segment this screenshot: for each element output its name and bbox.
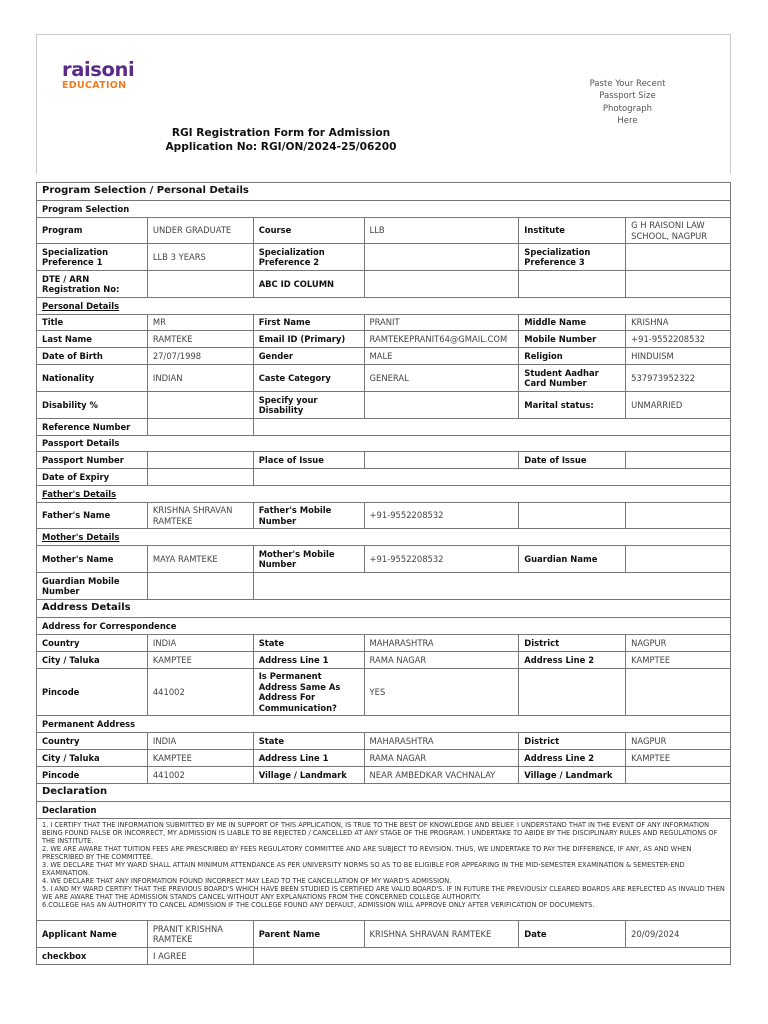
form-title-block <box>140 126 422 154</box>
address1-value: RAMA NAGAR <box>365 652 520 668</box>
place-of-issue-value <box>365 452 520 468</box>
table-row <box>37 315 731 331</box>
subsection-title: Permanent Address <box>37 716 731 732</box>
declaration-clause: 3. WE DECLARE THAT MY WARD SHALL ATTAIN MINIMUM ATTENDANCE AS PER UNIVERSITY NORMS SO AS TO BE ELIGIBLE FOR APPEARING IN THE MID-SEMESTER EXAMINATION & SEMESTER-END EXAMINATION. <box>42 861 685 877</box>
is-permanent-label: Is Permanent Address Same As Address For Communication? <box>254 669 365 715</box>
table-row <box>37 348 731 365</box>
subsection-title: Mother's Details <box>37 529 731 545</box>
last-name-value: RAMTEKE <box>148 331 254 347</box>
subsection-row <box>37 298 731 315</box>
aadhar-label: Student Aadhar Card Number <box>519 365 626 391</box>
spec2-value <box>365 244 520 270</box>
table-row <box>37 503 731 529</box>
empty-cell <box>254 419 731 435</box>
subsection-row <box>37 716 731 733</box>
perm-country-value: INDIA <box>148 733 254 749</box>
address1-label: Address Line 1 <box>254 652 365 668</box>
perm-pincode-value: 441002 <box>148 767 254 783</box>
course-label: Course <box>254 218 365 243</box>
table-row <box>37 750 731 767</box>
perm-address1-value: RAMA NAGAR <box>365 750 520 766</box>
village-label-2: Village / Landmark <box>519 767 626 783</box>
date-label: Date <box>519 921 626 947</box>
date-of-issue-value <box>626 452 731 468</box>
district-label: District <box>519 635 626 651</box>
declaration-clause: 4. WE DECLARE THAT ANY INFORMATION FOUND INCORRECT MAY LEAD TO THE CANCELLATION OF MY WARD'S ADMISSION. <box>42 877 452 885</box>
checkbox-label: checkbox <box>37 948 148 964</box>
photo-placeholder <box>570 78 685 127</box>
specify-disability-value <box>365 392 520 418</box>
district-value: NAGPUR <box>626 635 731 651</box>
email-value: RAMTEKEPRANIT64@GMAIL.COM <box>365 331 520 347</box>
table-row <box>37 271 731 298</box>
perm-district-value: NAGPUR <box>626 733 731 749</box>
reference-value <box>148 419 254 435</box>
applicant-name-label: Applicant Name <box>37 921 148 947</box>
subsection-title: Declaration <box>37 802 731 818</box>
table-row <box>37 669 731 716</box>
reference-label: Reference Number <box>37 419 148 435</box>
perm-city-label: City / Taluka <box>37 750 148 766</box>
guardian-mobile-value <box>148 573 254 599</box>
program-label: Program <box>37 218 148 243</box>
village-label: Village / Landmark <box>254 767 365 783</box>
title-value: MR <box>148 315 254 330</box>
subsection-title: Address for Correspondence <box>37 618 731 634</box>
logo-sub-text: EDUCATION <box>62 80 127 91</box>
table-row <box>37 244 731 271</box>
village-value-2 <box>626 767 731 783</box>
parent-name-label: Parent Name <box>254 921 365 947</box>
date-of-expiry-label: Date of Expiry <box>37 469 148 485</box>
father-name-value: KRISHNA SHRAVAN RAMTEKE <box>148 503 254 528</box>
pincode-label: Pincode <box>37 669 148 715</box>
guardian-name-label: Guardian Name <box>519 546 626 572</box>
section-title: Program Selection / Personal Details <box>37 183 731 200</box>
dte-value <box>148 271 254 297</box>
subsection-title: Program Selection <box>37 201 731 217</box>
is-permanent-value: YES <box>365 669 520 715</box>
declaration-clause: 2. WE ARE AWARE THAT TUITION FEES ARE PRESCRIBED BY FEES REGULATORY COMMITTEE AND ARE SUBJECT TO REVISION. THUS, WE UNDERTAKE TO PAY THE DIFFERENCE, IF ANY, AS AND WHEN PRESCRIBED BY THE COMMITTEE. <box>42 845 692 861</box>
spec1-label: Specialization Preference 1 <box>37 244 148 270</box>
table-row <box>37 469 731 486</box>
empty-cell <box>519 271 626 297</box>
nationality-value: INDIAN <box>148 365 254 391</box>
first-name-label: First Name <box>254 315 365 330</box>
subsection-row <box>37 486 731 503</box>
middle-name-label: Middle Name <box>519 315 626 330</box>
parent-name-value: KRISHNA SHRAVAN RAMTEKE <box>365 921 520 947</box>
perm-address1-label: Address Line 1 <box>254 750 365 766</box>
section-title: Declaration <box>37 784 731 801</box>
perm-pincode-label: Pincode <box>37 767 148 783</box>
mother-name-value: MAYA RAMTEKE <box>148 546 254 572</box>
address2-label: Address Line 2 <box>519 652 626 668</box>
caste-label: Caste Category <box>254 365 365 391</box>
middle-name-value: KRISHNA <box>626 315 731 330</box>
table-row <box>37 767 731 784</box>
mobile-label: Mobile Number <box>519 331 626 347</box>
city-value: KAMPTEE <box>148 652 254 668</box>
father-mobile-value: +91-9552208532 <box>365 503 520 528</box>
abc-value <box>365 271 520 297</box>
spec3-value <box>626 244 731 270</box>
state-value: MAHARASHTRA <box>365 635 520 651</box>
state-label: State <box>254 635 365 651</box>
empty-cell <box>626 669 731 715</box>
father-name-label: Father's Name <box>37 503 148 528</box>
date-of-expiry-value <box>148 469 254 485</box>
subsection-row <box>37 802 731 819</box>
subsection-row <box>37 618 731 635</box>
declaration-clause: 6.COLLEGE HAS AN AUTHORITY TO CANCEL ADMISSION IF THE COLLEGE FOUND ANY DEFAULT, ADMISSION WILL APPROVE ONLY AFTER VERIFICATION OF DOCUMENTS. <box>42 901 595 909</box>
declaration-clause: 1. I CERTIFY THAT THE INFORMATION SUBMITTED BY ME IN SUPPORT OF THIS APPLICATION, IS TRUE TO THE BEST OF KNOWLEDGE AND BELIEF. I UNDERSTAND THAT IN THE EVENT OF ANY INFORMATION BEING FOUND FALSE OR INCORRECT, MY ADMISSION IS LIABLE TO BE REJECTED / CANCELLED AT ANY STAGE OF THE PROGRAM. I UNDERTAKE TO ABIDE BY THE DISCIPLINARY RULES AND REGULATIONS OF THE INSTITUTE. <box>42 821 718 845</box>
disability-label: Disability % <box>37 392 148 418</box>
caste-value: GENERAL <box>365 365 520 391</box>
subsection-row <box>37 529 731 546</box>
dob-label: Date of Birth <box>37 348 148 364</box>
form-title: RGI Registration Form for Admission <box>171 127 391 139</box>
section-title: Address Details <box>37 600 731 617</box>
subsection-title: Passport Details <box>37 436 731 451</box>
raisoni-logo <box>62 60 134 92</box>
date-of-issue-label: Date of Issue <box>519 452 626 468</box>
institute-label: Institute <box>519 218 626 243</box>
subsection-title: Personal Details <box>37 298 731 314</box>
section-header-row <box>37 784 731 802</box>
table-row <box>37 652 731 669</box>
abc-label: ABC ID COLUMN <box>254 271 365 297</box>
perm-city-value: KAMPTEE <box>148 750 254 766</box>
declaration-clause: 5. I AND MY WARD CERTIFY THAT THE PREVIOUS BOARD'S WHICH HAVE BEEN STUDIED IS CERTIFIED ARE VALID BOARD'S. IF IN FUTURE THE PREVIOUSLY CLEARED BOARDS ARE REFLECTED AS INVALID THEN WE ARE AWARE THAT THE ADMISSION STANDS CANCEL WITHOUT ANY EXPLANATIONS FROM THE CONCERNED COLLEGE AUTHORITY. <box>42 885 725 901</box>
section-header-row <box>37 183 731 201</box>
address2-value: KAMPTEE <box>626 652 731 668</box>
religion-label: Religion <box>519 348 626 364</box>
last-name-label: Last Name <box>37 331 148 347</box>
course-value: LLB <box>365 218 520 243</box>
spec1-value: LLB 3 YEARS <box>148 244 254 270</box>
pincode-value: 441002 <box>148 669 254 715</box>
marital-value: UNMARRIED <box>626 392 731 418</box>
subsection-row <box>37 201 731 218</box>
subsection-row <box>37 436 731 452</box>
section-header-row <box>37 600 731 618</box>
place-of-issue-label: Place of Issue <box>254 452 365 468</box>
passport-number-label: Passport Number <box>37 452 148 468</box>
application-number: Application No: RGI/ON/2024-25/06200 <box>165 141 397 153</box>
aadhar-value: 537973952322 <box>626 365 731 391</box>
table-row <box>37 419 731 436</box>
nationality-label: Nationality <box>37 365 148 391</box>
photo-line: Paste Your Recent <box>589 79 666 89</box>
empty-cell <box>626 503 731 528</box>
photo-line: Passport Size <box>599 91 656 102</box>
perm-country-label: Country <box>37 733 148 749</box>
mother-name-label: Mother's Name <box>37 546 148 572</box>
table-row <box>37 218 731 244</box>
perm-district-label: District <box>519 733 626 749</box>
photo-line: Here <box>617 115 638 126</box>
dte-label: DTE / ARN Registration No: <box>37 271 148 297</box>
empty-cell <box>254 573 731 599</box>
perm-state-label: State <box>254 733 365 749</box>
date-value: 20/09/2024 <box>626 921 731 947</box>
city-label: City / Taluka <box>37 652 148 668</box>
declaration-row <box>37 819 731 921</box>
gender-label: Gender <box>254 348 365 364</box>
table-row <box>37 948 731 965</box>
guardian-name-value <box>626 546 731 572</box>
table-row <box>37 365 731 392</box>
empty-cell <box>519 669 626 715</box>
title-label: Title <box>37 315 148 330</box>
perm-address2-label: Address Line 2 <box>519 750 626 766</box>
institute-value: G H RAISONI LAW SCHOOL, NAGPUR <box>626 218 731 243</box>
first-name-value: PRANIT <box>365 315 520 330</box>
mobile-value: +91-9552208532 <box>626 331 731 347</box>
photo-line: Photograph <box>602 103 653 114</box>
empty-cell <box>254 948 731 964</box>
table-row <box>37 573 731 600</box>
guardian-mobile-label: Guardian Mobile Number <box>37 573 148 599</box>
table-row <box>37 546 731 573</box>
marital-label: Marital status: <box>519 392 626 418</box>
village-value: NEAR AMBEDKAR VACHNALAY <box>365 767 520 783</box>
passport-number-value <box>148 452 254 468</box>
gender-value: MALE <box>365 348 520 364</box>
perm-address2-value: KAMPTEE <box>626 750 731 766</box>
table-row <box>37 331 731 348</box>
specify-disability-label: Specify your Disability <box>254 392 365 418</box>
spec3-label: Specialization Preference 3 <box>519 244 626 270</box>
father-mobile-label: Father's Mobile Number <box>254 503 365 528</box>
checkbox-value: I AGREE <box>148 948 254 964</box>
empty-cell <box>254 469 731 485</box>
perm-state-value: MAHARASHTRA <box>365 733 520 749</box>
subsection-title: Father's Details <box>37 486 731 502</box>
country-value: INDIA <box>148 635 254 651</box>
empty-cell <box>519 503 626 528</box>
empty-cell <box>626 271 731 297</box>
program-value: UNDER GRADUATE <box>148 218 254 243</box>
table-row <box>37 921 731 948</box>
table-row <box>37 733 731 750</box>
dob-value: 27/07/1998 <box>148 348 254 364</box>
table-row <box>37 635 731 652</box>
table-row <box>37 392 731 419</box>
applicant-name-value: PRANIT KRISHNA RAMTEKE <box>148 921 254 947</box>
country-label: Country <box>37 635 148 651</box>
table-row <box>37 452 731 469</box>
declaration-text <box>37 819 731 920</box>
logo-main-text: raisoni <box>62 58 135 81</box>
mother-mobile-value: +91-9552208532 <box>365 546 520 572</box>
spec2-label: Specialization Preference 2 <box>254 244 365 270</box>
mother-mobile-label: Mother's Mobile Number <box>254 546 365 572</box>
religion-value: HINDUISM <box>626 348 731 364</box>
email-label: Email ID (Primary) <box>254 331 365 347</box>
disability-value <box>148 392 254 418</box>
registration-form-table <box>36 182 731 965</box>
